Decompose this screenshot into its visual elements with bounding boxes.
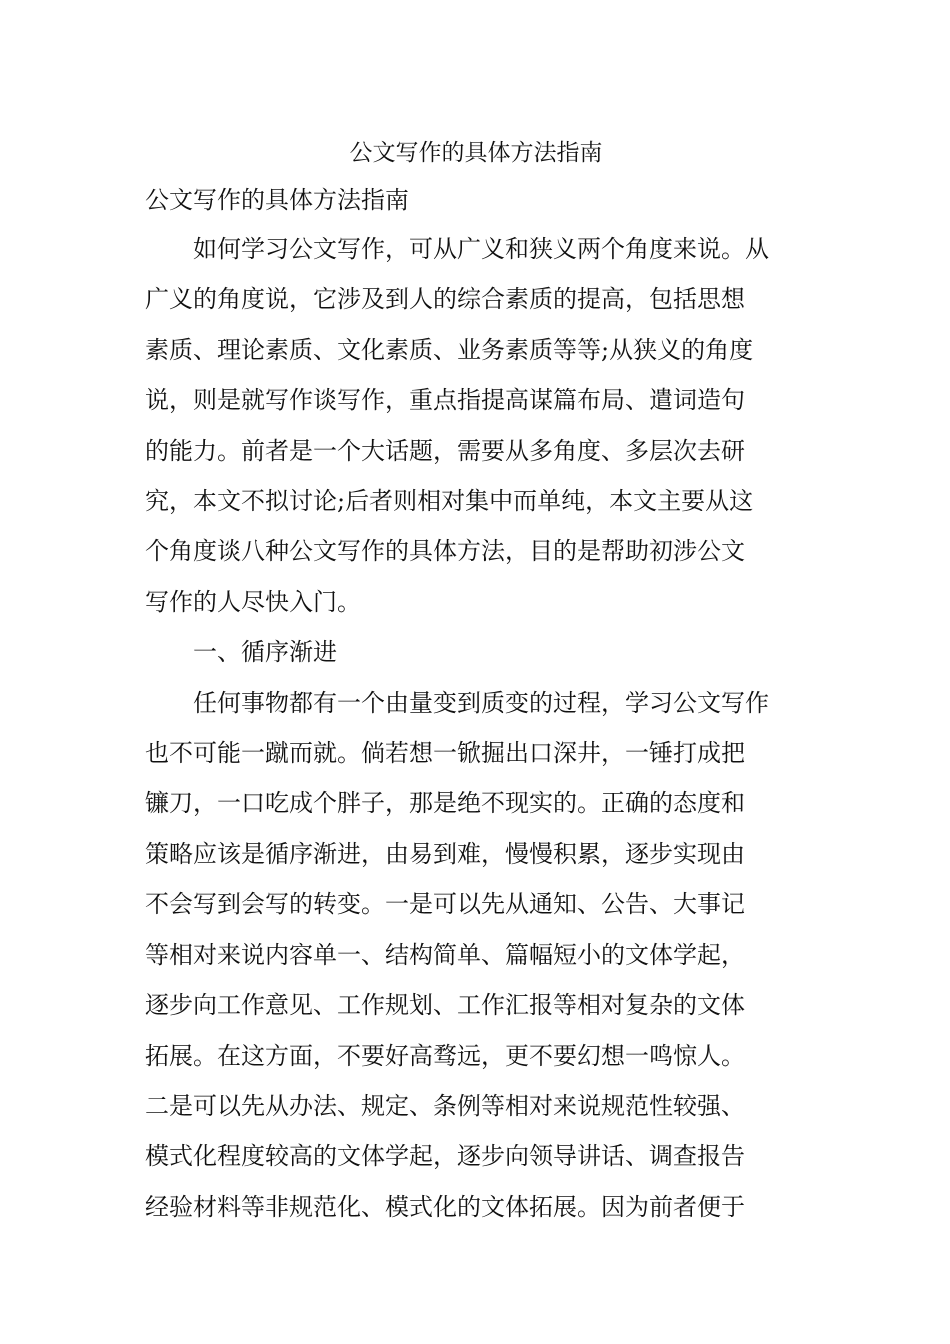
text-line: 策略应该是循序渐进，由易到难，慢慢积累，逐步实现由 [145, 839, 745, 868]
text-line: 说，则是就写作谈写作，重点指提高谋篇布局、遣词造句 [145, 386, 745, 415]
paragraph-section-1 [145, 678, 807, 1232]
text-line: 的能力。前者是一个大话题，需要从多角度、多层次去研 [145, 436, 745, 465]
text-line: 广义的角度说，它涉及到人的综合素质的提高，包括思想 [145, 285, 745, 314]
document-title: 公文写作的具体方法指南 [349, 140, 603, 166]
section-heading-1: 一、循序渐进 [193, 638, 337, 667]
text-line: 逐步向工作意见、工作规划、工作汇报等相对复杂的文体 [145, 991, 745, 1020]
text-line: 镰刀，一口吃成个胖子，那是绝不现实的。正确的态度和 [145, 789, 745, 818]
document-subtitle: 公文写作的具体方法指南 [145, 186, 409, 214]
text-line: 究，本文不拟讨论;后者则相对集中而单纯，本文主要从这 [145, 487, 754, 516]
text-line: 二是可以先从办法、规定、条例等相对来说规范性较强、 [145, 1091, 745, 1120]
text-line: 经验材料等非规范化、模式化的文体拓展。因为前者便于 [145, 1192, 745, 1221]
text-line: 如何学习公文写作，可从广义和狭义两个角度来说。从 [193, 235, 769, 263]
text-line: 模式化程度较高的文体学起，逐步向领导讲话、调查报告 [145, 1142, 745, 1171]
text-line: 不会写到会写的转变。一是可以先从通知、公告、大事记 [145, 890, 745, 919]
text-line: 任何事物都有一个由量变到质变的过程，学习公文写作 [193, 688, 769, 717]
text-line: 个角度谈八种公文写作的具体方法，目的是帮助初涉公文 [145, 537, 745, 566]
paragraph-intro [145, 224, 807, 627]
text-line: 也不可能一蹴而就。倘若想一锨掘出口深井，一锤打成把 [145, 739, 745, 768]
text-line: 写作的人尽快入门。 [145, 587, 361, 616]
text-line: 素质、理论素质、文化素质、业务素质等等;从狭义的角度 [145, 335, 754, 364]
document-page [145, 130, 807, 1232]
text-line: 等相对来说内容单一、结构简单、篇幅短小的文体学起， [145, 940, 745, 969]
text-line: 拓展。在这方面，不要好高骛远，更不要幻想一鸣惊人。 [145, 1041, 745, 1070]
